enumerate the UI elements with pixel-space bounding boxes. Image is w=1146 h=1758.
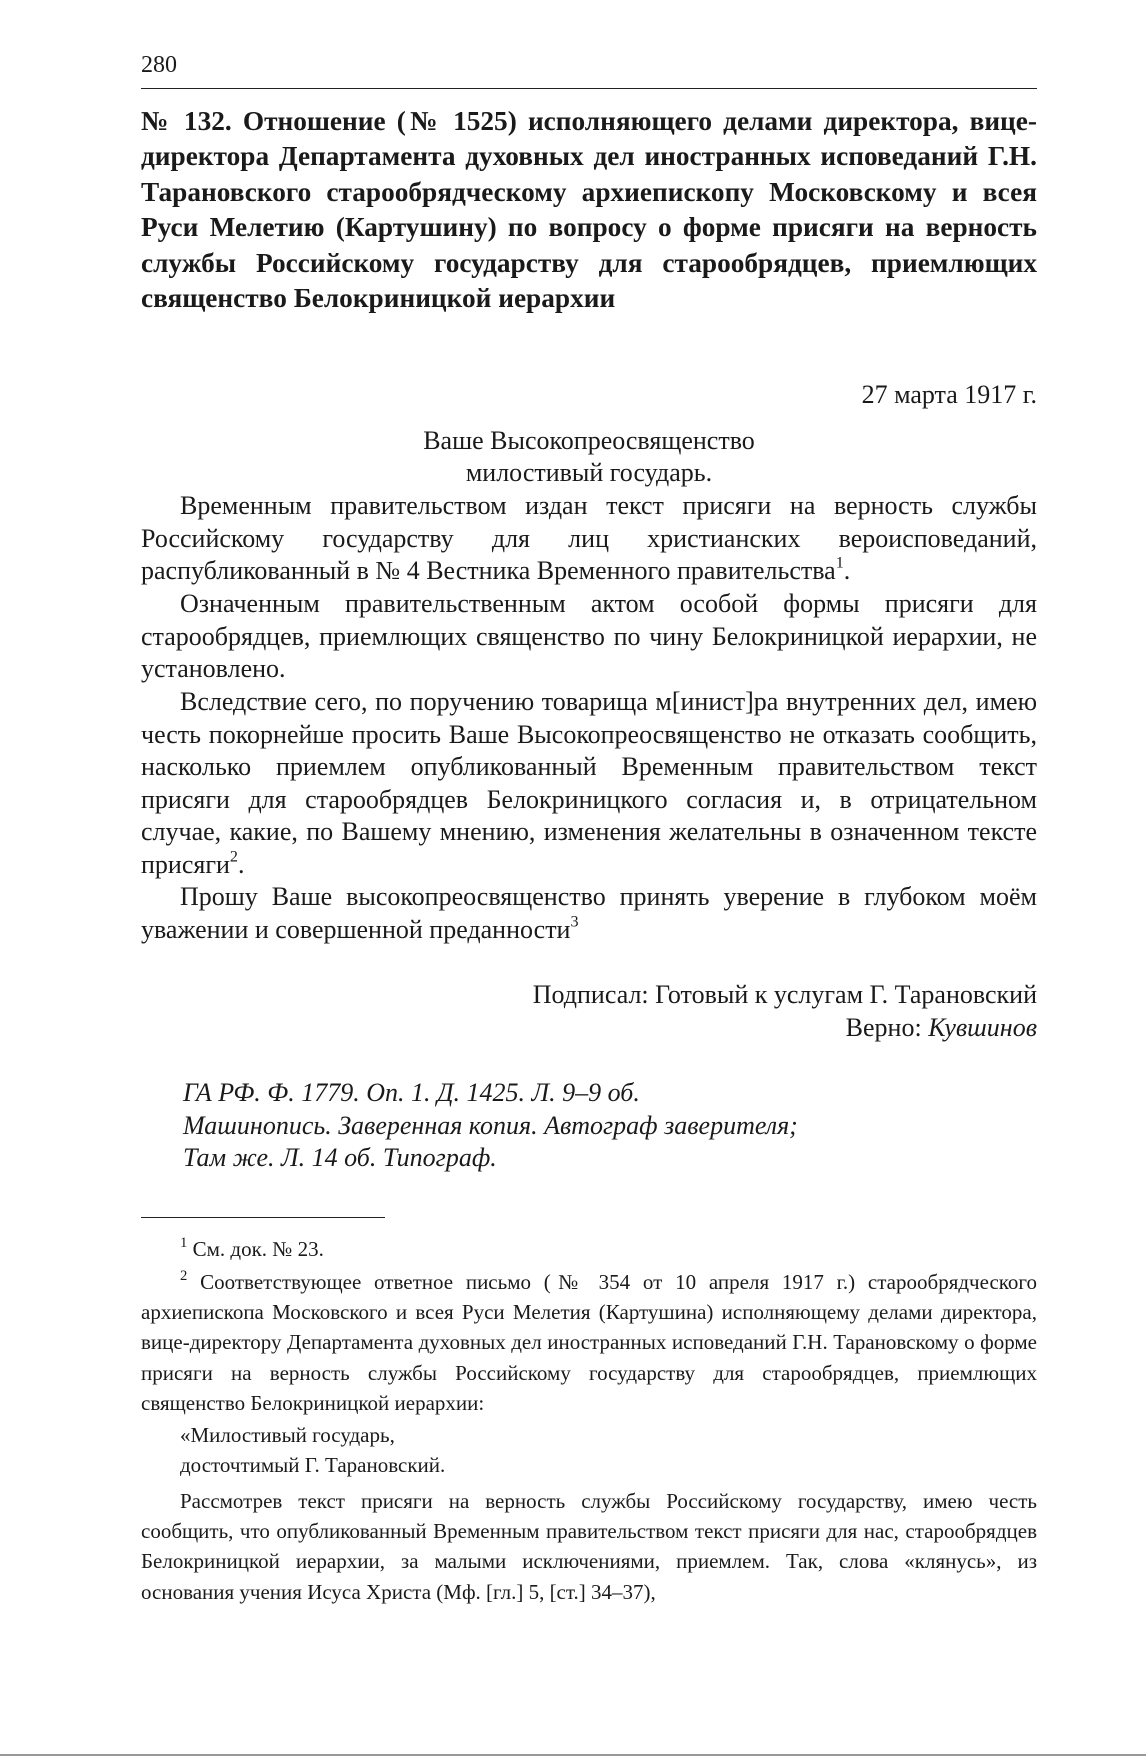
archive-reference: ГА РФ. Ф. 1779. Оп. 1. Д. 1425. Л. 9–9 об.	[183, 1078, 640, 1107]
salutation-line-2: милостивый государь.	[465, 458, 713, 487]
body-paragraph-1	[141, 490, 1037, 588]
body-paragraph-2: Означенным правительственным актом особой формы присяги для старообрядцев, приемлющих священство по чину Белокриницкой иерархии, не установлено.	[141, 589, 1037, 683]
document-date: 27 марта 1917 г.	[861, 380, 1037, 409]
verification-line	[846, 1012, 1037, 1045]
footnote-ref-1[interactable]: 1	[835, 554, 844, 572]
body-paragraph-4-text: Прошу Ваше высокопреосвященство принять уверение в глубоком моём уважении и совершенной преданности	[141, 882, 1037, 944]
body-paragraph-3	[141, 686, 1037, 881]
verifier-name: Кувшинов	[928, 1013, 1037, 1042]
footnote-1-text: См. док. № 23.	[187, 1237, 324, 1261]
body-paragraph-4	[141, 881, 1037, 946]
footnote-rule	[141, 1217, 385, 1218]
document-title: № 132. Отношение (№ 1525) исполняющего делами директора, вице-директора Департамента духовных дел иностранных исповеданий Г.Н. Тарановского старообрядческому архиепископу Московскому и всея Руси Мелетию (Картушину) по вопросу о форме присяги на верность службы Российскому государству для старообрядцев, приемлющих священство Белокриницкой иерархии	[141, 106, 1037, 314]
body-paragraph-3-end: .	[237, 849, 245, 879]
verification-label: Верно:	[845, 1013, 929, 1042]
signature-line: Подписал: Готовый к услугам Г. Тарановский	[532, 980, 1037, 1009]
salutation-line-1: Ваше Высокопреосвященство	[423, 426, 755, 455]
footnote-2	[141, 1267, 1037, 1418]
archive-source: Там же. Л. 14 об. Типограф.	[183, 1143, 497, 1172]
footnote-1	[141, 1234, 1037, 1264]
footnote-2-quote-line-2: досточтимый Г. Тарановский.	[180, 1453, 446, 1477]
footnote-ref-3[interactable]: 3	[570, 913, 579, 931]
header-rule	[141, 88, 1037, 89]
footnote-2-quote-line-1: «Милостивый государь,	[180, 1423, 395, 1447]
body-paragraph-1-text: Временным правительством издан текст присяги на верность службы Российскому государству для лиц христианских вероисповеданий, распубликованный в № 4 Вестника Временного правительства	[141, 491, 1037, 585]
body-paragraph-3-text: Вследствие сего, по поручению товарища м[инист]ра внутренних дел, имею честь покорнейше просить Ваше Высокопреосвященство не отказать сообщить, насколько приемлем опубликованный Временным правительством текст присяги для старообрядцев Белокриницкого согласия и, в отрицательном случае, какие, по Вашему мнению, изменения желательны в означенном тексте присяги	[141, 687, 1037, 879]
footnote-1-mark: 1	[180, 1235, 188, 1252]
page-number: 280	[141, 52, 177, 78]
footnote-2-mark: 2	[180, 1268, 188, 1285]
archive-description: Машинопись. Заверенная копия. Автограф заверителя;	[183, 1111, 798, 1140]
page-bottom-edge	[0, 1754, 1146, 1756]
footnote-2-quote-paragraph: Рассмотрев текст присяги на верность службы Российскому государству, имею честь сообщить, что опубликованный Временным правительством текст присяги для нас, старообрядцев Белокриницкой иерархии, за малыми исключениями, приемлем. Так, слова «клянусь», из основания учения Исуса Христа (Мф. [гл.] 5, [ст.] 34–37),	[141, 1489, 1037, 1604]
body-paragraph-1-end: .	[843, 556, 851, 585]
footnote-ref-2[interactable]: 2	[229, 848, 238, 866]
footnote-2-text: Соответствующее ответное письмо (№ 354 от 10 апреля 1917 г.) старообрядческого архиепископа Московского и всея Руси Мелетия (Картушина) исполняющему делами директора, вице-директору Департамента духовных дел иностранных исповеданий Г.Н. Тарановскому о форме присяги на верность службы Российскому государству для старообрядцев, приемлющих священство Белокриницкой иерархии:	[141, 1270, 1037, 1415]
